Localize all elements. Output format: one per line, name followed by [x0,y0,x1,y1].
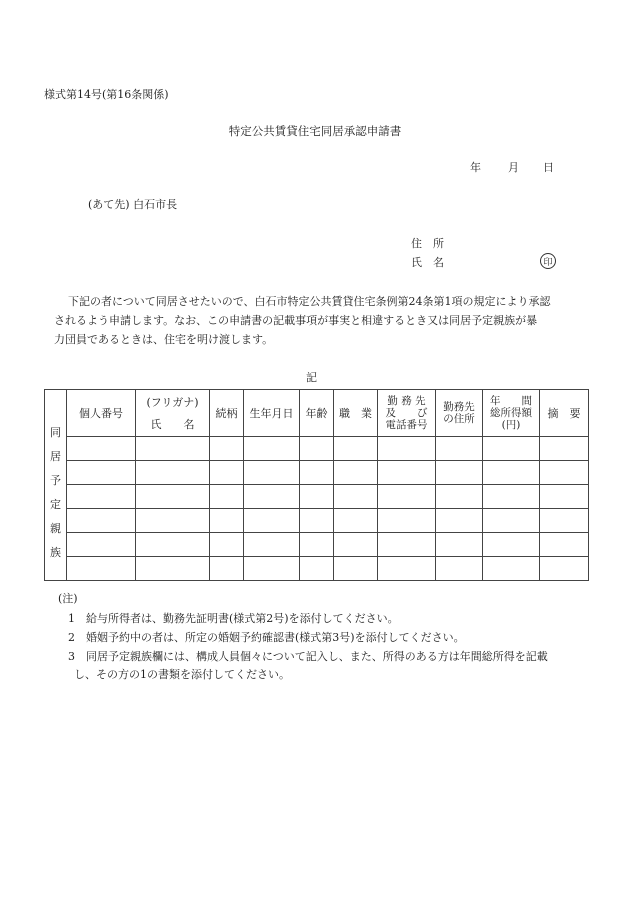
note-item: し、その方の1の書類を添付してください。 [74,668,290,681]
header-occupation: 職 業 [334,390,378,437]
application-body [54,292,594,349]
header-personal-number: 個人番号 [67,390,136,437]
table-header-row [45,390,589,437]
date-year-label: 年 [470,161,481,174]
page-title: 特定公共賃貸住宅同居承認申請書 [228,124,402,138]
date-day-label: 日 [543,161,554,174]
header-age: 年齢 [300,390,334,437]
seal-icon: 印 [540,253,556,269]
note-item: 1 給与所得者は、勤務先証明書(様式第2号)を添付してください。 [68,612,399,625]
seal-mark [540,253,556,269]
table-row [45,533,589,557]
side-label [45,390,67,581]
header-income-line: 総所得額 [490,407,532,419]
notes-heading: (注) [58,592,78,605]
cohabitant-table [44,389,589,581]
header-furigana: (フリガナ) [146,396,199,409]
address-label: 住 所 [411,237,444,250]
body-line-1: 下記の者について同居させたいので、白石市特定公共賃貸住宅条例第24条第1項の規定により承認 [68,295,551,308]
side-char: 居 [50,450,61,463]
ki-label: 記 [306,371,317,384]
side-char: 予 [50,474,61,487]
side-char: 族 [50,546,61,559]
header-remarks: 摘 要 [540,390,589,437]
side-char: 定 [50,498,61,511]
header-workplace-line: 電話番号 [385,419,428,431]
header-income [483,390,540,437]
header-name [136,390,210,437]
header-workplace-address [436,390,483,437]
form-label: 様式第14号(第16条関係) [44,88,169,101]
side-char: 同 [50,426,61,439]
header-birthdate: 生年月日 [244,390,300,437]
header-name-label: 氏 名 [150,418,195,431]
body-line-3: 力団員であるときは、住宅を明け渡します。 [54,333,274,346]
table-row [45,557,589,581]
table-row [45,461,589,485]
date-month-label: 月 [508,161,519,174]
note-item: 2 婚姻予約中の者は、所定の婚姻予約確認書(様式第3号)を添付してください。 [68,631,465,644]
header-income-line: 年 間 [490,395,532,407]
header-workplace-line: 勤 務 先 [387,395,426,407]
name-label: 氏 名 [411,256,444,269]
table-row [45,509,589,533]
header-workplace-address-line: の住所 [443,413,475,425]
header-income-line: (円) [501,419,521,431]
header-workplace [378,390,436,437]
table-row [45,437,589,461]
header-workplace-address-line: 勤務先 [443,401,475,413]
note-item: 3 同居予定親族欄には、構成人員個々について記入し、また、所得のある方は年間総所得を記載 [68,650,548,663]
addressee: (あて先) 白石市長 [88,198,178,211]
side-char: 親 [50,522,61,535]
table-row [45,485,589,509]
body-line-2: されるよう申請します。なお、この申請書の記載事項が事実と相違するとき又は同居予定親族が暴 [54,314,538,327]
header-workplace-line: 及 び [385,407,428,419]
header-relation: 続柄 [210,390,244,437]
